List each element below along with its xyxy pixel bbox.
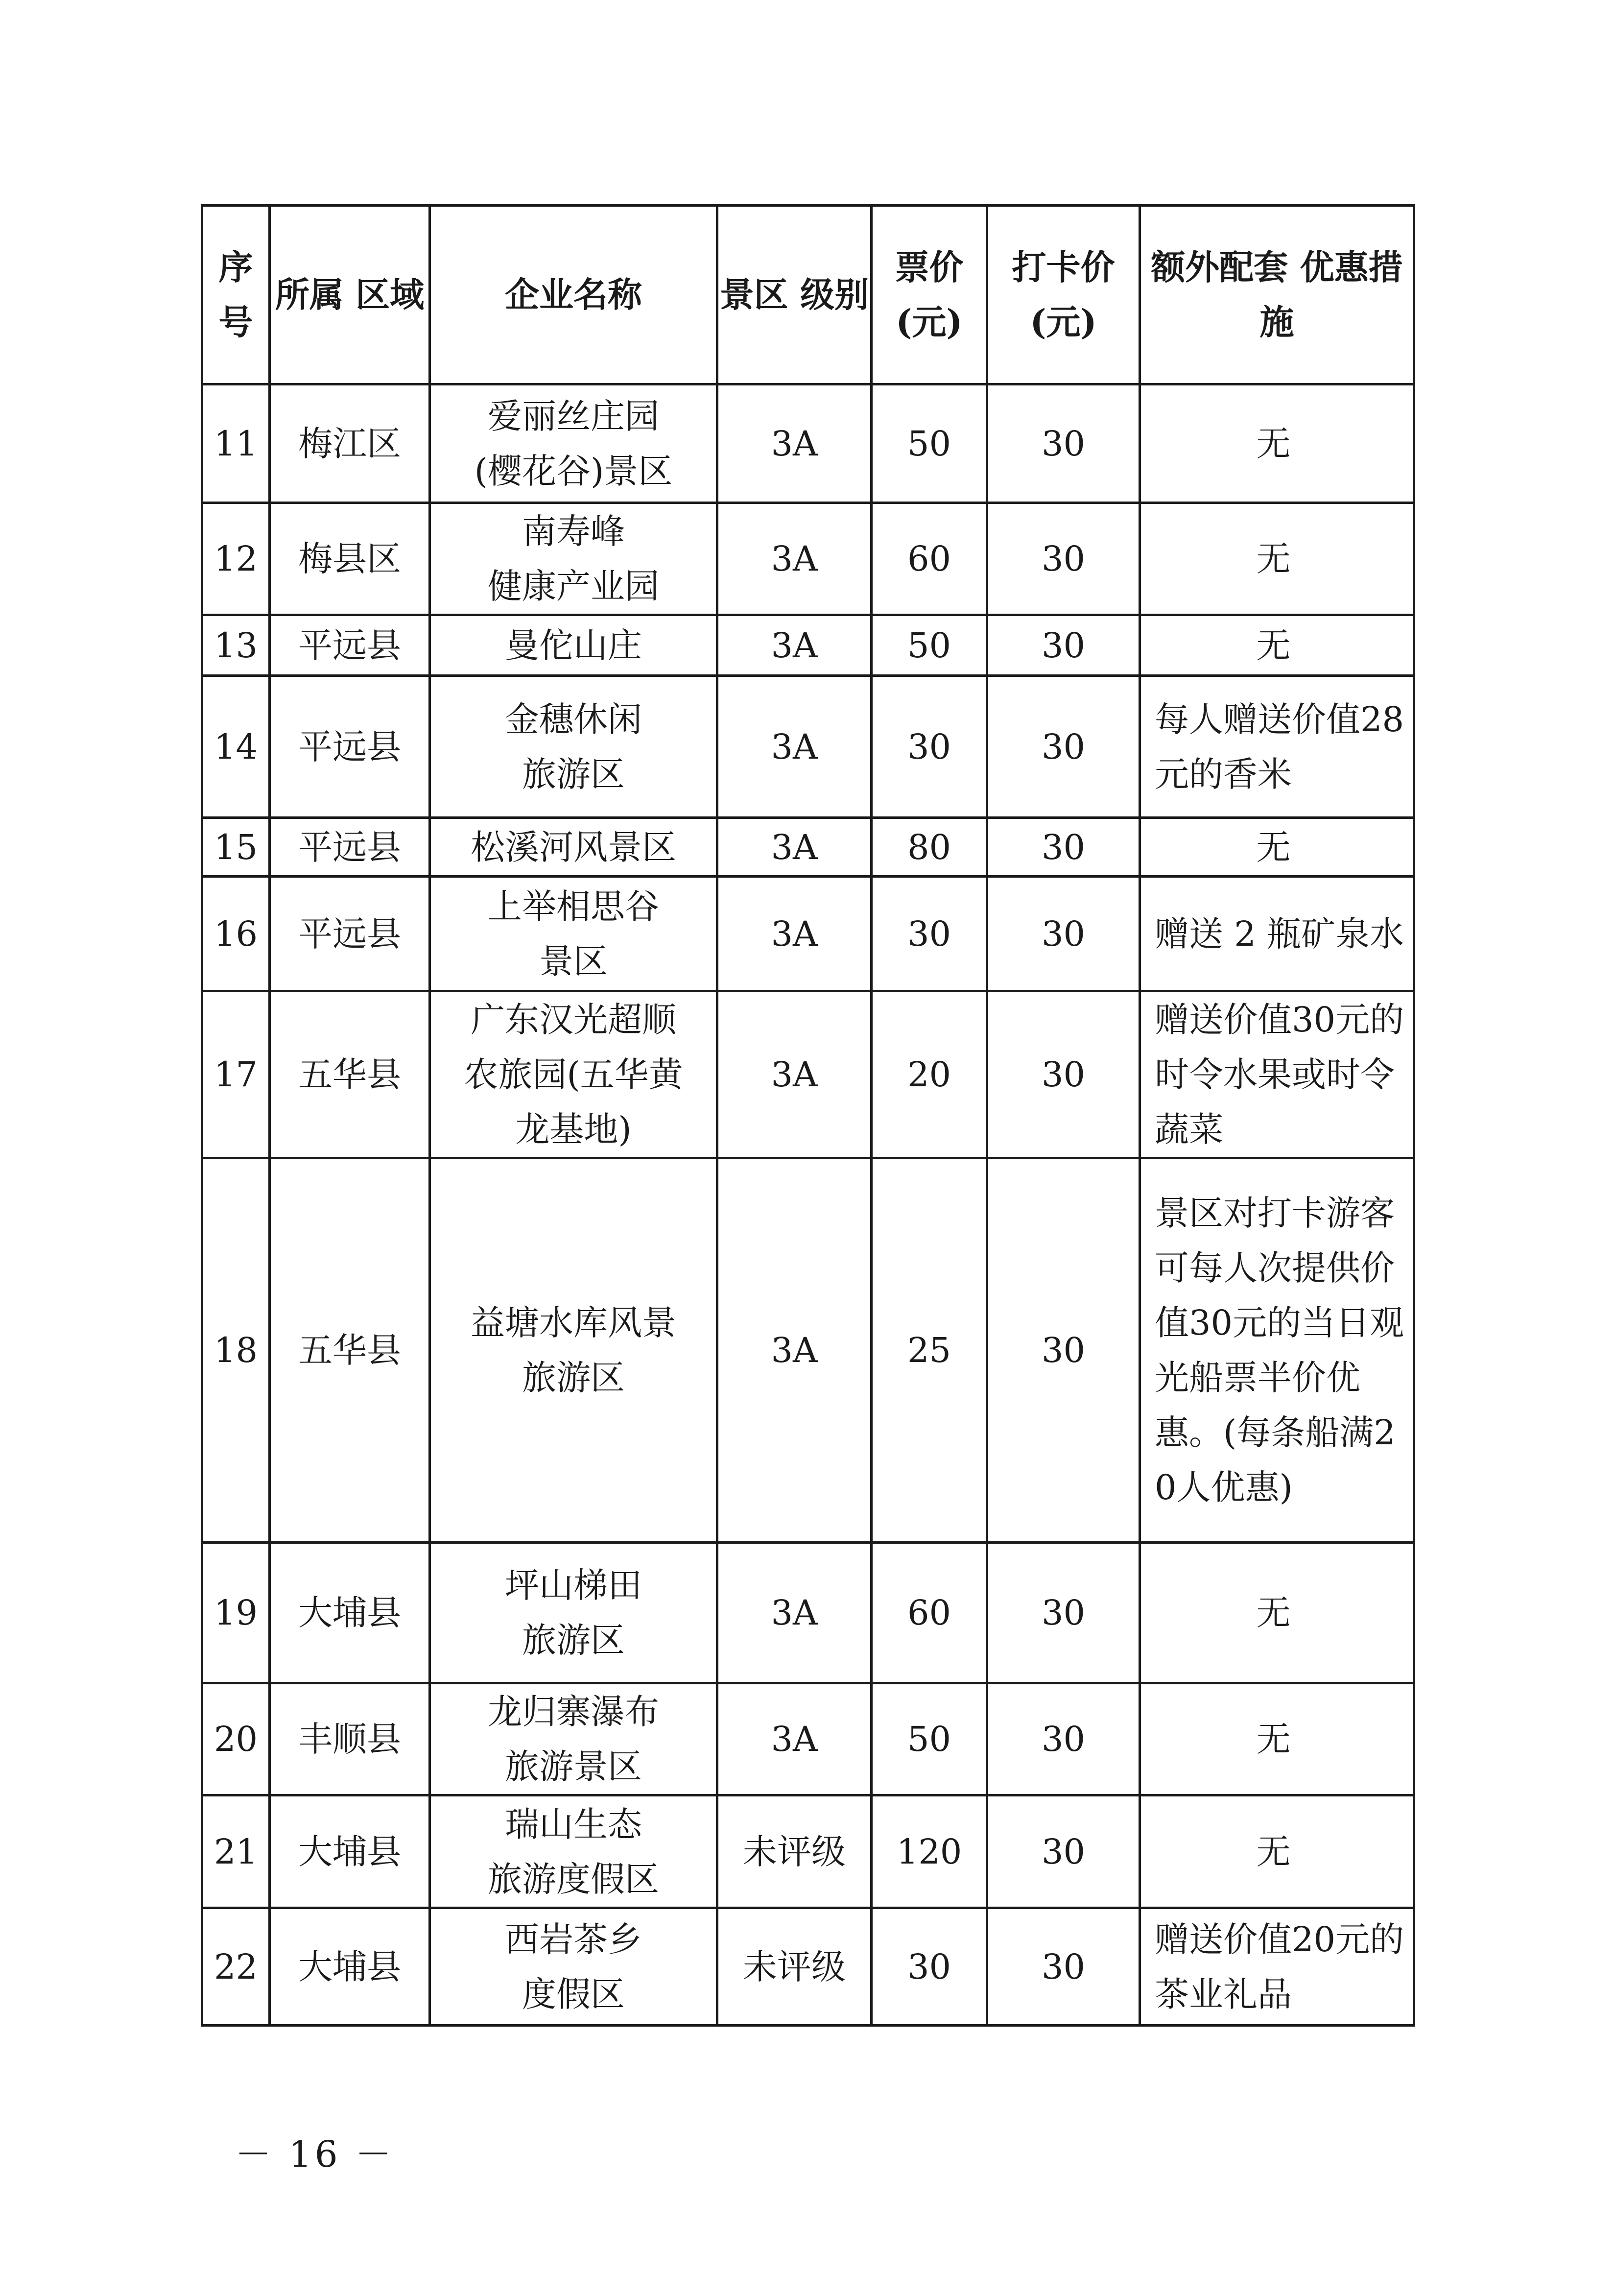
cell-extra-offers: 无 — [1140, 1795, 1414, 1908]
cell-area: 平远县 — [270, 615, 430, 676]
table-row — [202, 676, 1414, 818]
cell-checkin-price: 30 — [987, 1158, 1140, 1543]
cell-serial-number: 12 — [202, 503, 270, 615]
table-row — [202, 991, 1414, 1158]
cell-area: 平远县 — [270, 818, 430, 877]
cell-ticket-price: 30 — [872, 1908, 987, 2026]
cell-extra-offers: 景区对打卡游客可每人次提供价值30元的当日观光船票半价优惠。(每条船满20人优惠) — [1140, 1158, 1414, 1543]
cell-company-name: 松溪河风景区 — [430, 818, 717, 877]
cell-area: 平远县 — [270, 877, 430, 991]
cell-serial-number: 13 — [202, 615, 270, 676]
cell-company-name: 曼佗山庄 — [430, 615, 717, 676]
cell-checkin-price: 30 — [987, 615, 1140, 676]
cell-extra-offers: 无 — [1140, 1683, 1414, 1795]
cell-extra-offers: 赠送价值20元的茶业礼品 — [1140, 1908, 1414, 2026]
cell-scenic-level: 未评级 — [717, 1795, 872, 1908]
cell-checkin-price: 30 — [987, 818, 1140, 877]
cell-serial-number: 15 — [202, 818, 270, 877]
table-row — [202, 1158, 1414, 1543]
cell-extra-offers: 每人赠送价值28 元的香米 — [1140, 676, 1414, 818]
cell-extra-offers: 无 — [1140, 615, 1414, 676]
cell-ticket-price: 50 — [872, 384, 987, 503]
cell-company-name: 广东汉光超顺 农旅园(五华黄 龙基地) — [430, 991, 717, 1158]
table-row — [202, 1683, 1414, 1795]
cell-checkin-price: 30 — [987, 1908, 1140, 2026]
cell-company-name: 龙归寨瀑布 旅游景区 — [430, 1683, 717, 1795]
cell-scenic-level: 3A — [717, 384, 872, 503]
cell-extra-offers: 赠送 2 瓶矿泉水 — [1140, 877, 1414, 991]
cell-checkin-price: 30 — [987, 877, 1140, 991]
cell-checkin-price: 30 — [987, 1795, 1140, 1908]
cell-checkin-price: 30 — [987, 676, 1140, 818]
cell-scenic-level: 3A — [717, 1543, 872, 1683]
cell-area: 平远县 — [270, 676, 430, 818]
cell-extra-offers: 无 — [1140, 818, 1414, 877]
table-row — [202, 384, 1414, 503]
cell-company-name: 坪山梯田 旅游区 — [430, 1543, 717, 1683]
cell-scenic-level: 3A — [717, 1158, 872, 1543]
cell-area: 大埔县 — [270, 1908, 430, 2026]
cell-scenic-level: 未评级 — [717, 1908, 872, 2026]
cell-company-name: 金穗休闲 旅游区 — [430, 676, 717, 818]
table-row — [202, 615, 1414, 676]
header-serial-number: 序 号 — [202, 206, 270, 384]
cell-checkin-price: 30 — [987, 1543, 1140, 1683]
cell-serial-number: 21 — [202, 1795, 270, 1908]
cell-ticket-price: 80 — [872, 818, 987, 877]
cell-ticket-price: 30 — [872, 877, 987, 991]
cell-company-name: 南寿峰 健康产业园 — [430, 503, 717, 615]
cell-area: 大埔县 — [270, 1543, 430, 1683]
cell-scenic-level: 3A — [717, 1683, 872, 1795]
cell-ticket-price: 20 — [872, 991, 987, 1158]
table-header-row — [202, 206, 1414, 384]
cell-company-name: 爱丽丝庄园 (樱花谷)景区 — [430, 384, 717, 503]
cell-ticket-price: 50 — [872, 1683, 987, 1795]
cell-scenic-level: 3A — [717, 991, 872, 1158]
cell-ticket-price: 60 — [872, 1543, 987, 1683]
table-row — [202, 877, 1414, 991]
cell-area: 丰顺县 — [270, 1683, 430, 1795]
cell-extra-offers: 无 — [1140, 384, 1414, 503]
table-row — [202, 503, 1414, 615]
cell-ticket-price: 30 — [872, 676, 987, 818]
cell-ticket-price: 60 — [872, 503, 987, 615]
cell-company-name: 益塘水库风景 旅游区 — [430, 1158, 717, 1543]
cell-company-name: 西岩茶乡 度假区 — [430, 1908, 717, 2026]
scenic-spot-table — [201, 204, 1415, 2027]
cell-extra-offers: 赠送价值30元的时令水果或时令蔬菜 — [1140, 991, 1414, 1158]
table-row — [202, 1543, 1414, 1683]
cell-area: 梅江区 — [270, 384, 430, 503]
header-company-name: 企业名称 — [430, 206, 717, 384]
cell-area: 梅县区 — [270, 503, 430, 615]
cell-ticket-price: 50 — [872, 615, 987, 676]
cell-scenic-level: 3A — [717, 676, 872, 818]
cell-company-name: 瑞山生态 旅游度假区 — [430, 1795, 717, 1908]
cell-serial-number: 20 — [202, 1683, 270, 1795]
cell-area: 五华县 — [270, 991, 430, 1158]
cell-scenic-level: 3A — [717, 818, 872, 877]
cell-serial-number: 14 — [202, 676, 270, 818]
cell-scenic-level: 3A — [717, 615, 872, 676]
cell-serial-number: 11 — [202, 384, 270, 503]
cell-checkin-price: 30 — [987, 1683, 1140, 1795]
cell-serial-number: 17 — [202, 991, 270, 1158]
header-area: 所属 区域 — [270, 206, 430, 384]
table-row — [202, 1908, 1414, 2026]
header-checkin-price: 打卡价 (元) — [987, 206, 1140, 384]
cell-scenic-level: 3A — [717, 503, 872, 615]
cell-scenic-level: 3A — [717, 877, 872, 991]
cell-ticket-price: 25 — [872, 1158, 987, 1543]
cell-area: 五华县 — [270, 1158, 430, 1543]
header-scenic-level: 景区 级别 — [717, 206, 872, 384]
header-extra-offers: 额外配套 优惠措施 — [1140, 206, 1414, 384]
cell-checkin-price: 30 — [987, 384, 1140, 503]
cell-ticket-price: 120 — [872, 1795, 987, 1908]
cell-extra-offers: 无 — [1140, 503, 1414, 615]
cell-serial-number: 16 — [202, 877, 270, 991]
cell-serial-number: 19 — [202, 1543, 270, 1683]
page-number: － 16 － — [235, 2133, 395, 2176]
cell-checkin-price: 30 — [987, 991, 1140, 1158]
cell-area: 大埔县 — [270, 1795, 430, 1908]
cell-checkin-price: 30 — [987, 503, 1140, 615]
table-row — [202, 1795, 1414, 1908]
cell-company-name: 上举相思谷 景区 — [430, 877, 717, 991]
cell-serial-number: 18 — [202, 1158, 270, 1543]
cell-serial-number: 22 — [202, 1908, 270, 2026]
table-row — [202, 818, 1414, 877]
header-ticket-price: 票价 (元) — [872, 206, 987, 384]
cell-extra-offers: 无 — [1140, 1543, 1414, 1683]
